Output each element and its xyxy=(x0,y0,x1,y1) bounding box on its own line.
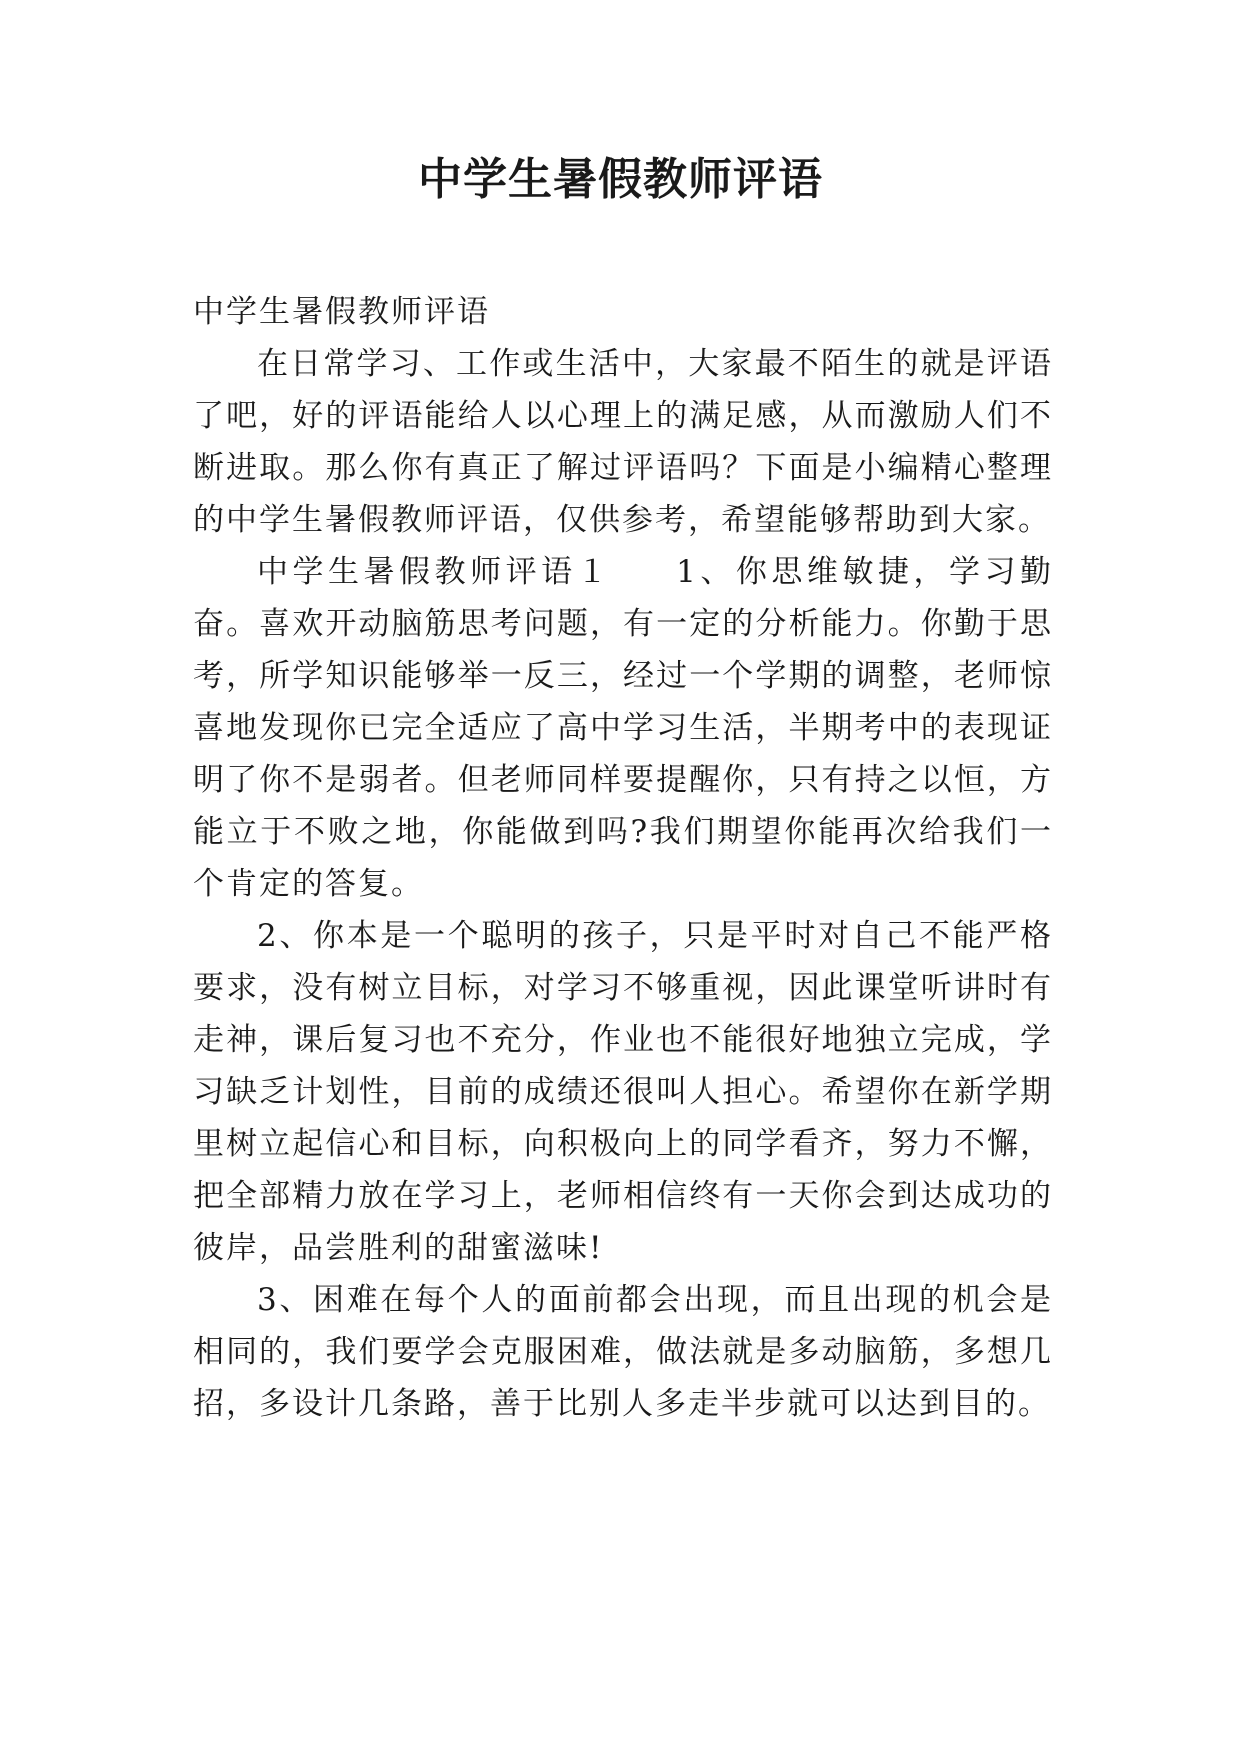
comment-paragraph-1 xyxy=(193,546,1053,910)
document-subtitle: 中学生暑假教师评语 xyxy=(193,294,490,330)
comment-paragraph-2: 2、你本是一个聪明的孩子，只是平时对自己不能严格要求，没有树立目标，对学习不够重视，因此课堂听讲时有走神，课后复习也不充分，作业也不能很好地独立完成，学习缺乏计划性，目前的成绩还很叫人担心。希望你在新学期里树立起信心和目标，向积极向上的同学看齐，努力不懈，把全部精力放在学习上，老师相信终有一天你会到达成功的彼岸，品尝胜利的甜蜜滋味! xyxy=(193,918,1053,1266)
intro-paragraph: 在日常学习、工作或生活中，大家最不陌生的就是评语了吧，好的评语能给人以心理上的满足感，从而激励人们不断进取。那么你有真正了解过评语吗？下面是小编精心整理的中学生暑假教师评语，仅供参考，希望能够帮助到大家。 xyxy=(193,346,1053,538)
comment-item-1: 1、你思维敏捷，学习勤奋。喜欢开动脑筋思考问题，有一定的分析能力。你勤于思考，所学知识能够举一反三，经过一个学期的调整，老师惊喜地发现你已完全适应了高中学习生活，半期考中的表现证明了你不是弱者。但老师同样要提醒你，只有持之以恒，方能立于不败之地，你能做到吗?我们期望你能再次给我们一个肯定的答复。 xyxy=(193,554,1053,902)
document-body xyxy=(193,286,1053,1430)
document-title: 中学生暑假教师评语 xyxy=(418,154,823,205)
section-heading: 中学生暑假教师评语１ xyxy=(257,554,613,590)
comment-paragraph-3: 3、困难在每个人的面前都会出现，而且出现的机会是相同的，我们要学会克服困难，做法就是多动脑筋，多想几招，多设计几条路，善于比别人多走半步就可以达到目的。 xyxy=(193,1282,1053,1422)
